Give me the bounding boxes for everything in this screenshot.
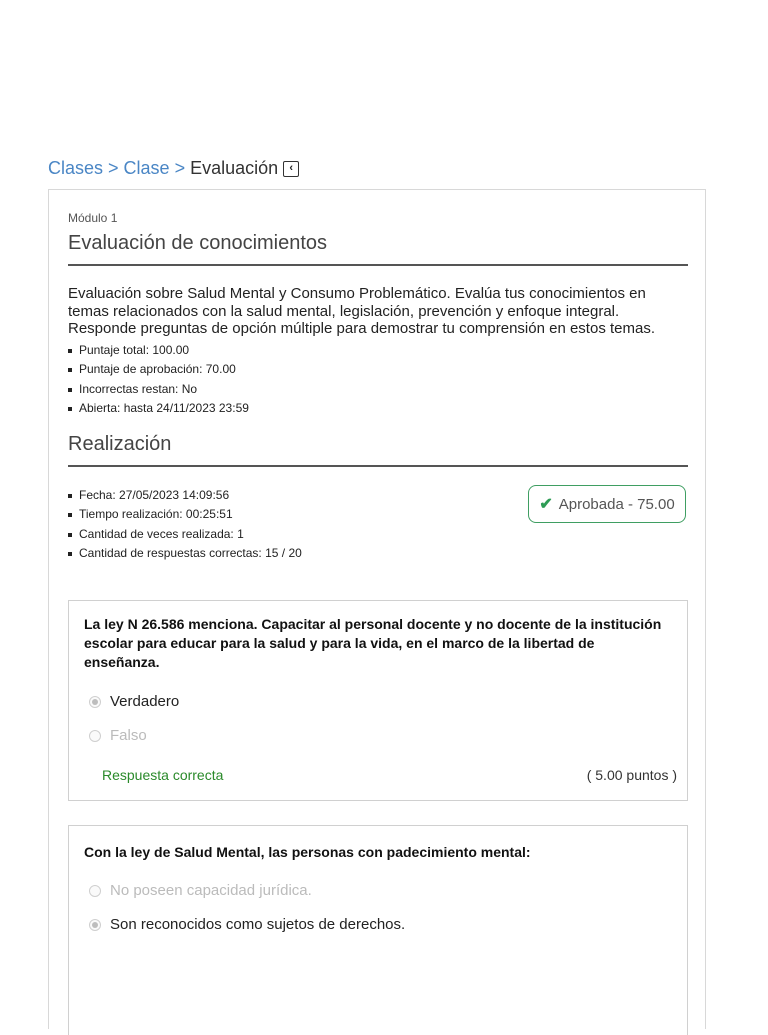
detail-open-until: Abierta: hasta 24/11/2023 23:59 — [68, 399, 688, 418]
option-label: Son reconocidos como sujetos de derechos. — [110, 916, 406, 933]
breadcrumb-link-clase[interactable]: Clase — [123, 158, 170, 178]
radio-button[interactable] — [89, 730, 101, 742]
breadcrumb — [48, 158, 299, 179]
breadcrumb-separator: > — [108, 158, 119, 178]
status-text: Aprobada - 75.00 — [558, 495, 675, 513]
radio-button[interactable] — [89, 696, 101, 708]
detail-attempts: Cantidad de veces realizada: 1 — [68, 525, 468, 544]
divider — [68, 465, 688, 467]
evaluation-card — [48, 189, 706, 1029]
module-label: Módulo 1 — [68, 211, 118, 225]
evaluation-title: Evaluación de conocimientos — [68, 232, 328, 254]
description-line: Evaluación sobre Salud Mental y Consumo Problemático. Evalúa tus conocimientos en — [68, 285, 646, 302]
option-label: No poseen capacidad jurídica. — [110, 882, 312, 899]
description-line: temas relacionados con la salud mental, legislación, prevención y enfoque integral. — [68, 302, 620, 320]
detail-duration: Tiempo realización: 00:25:51 — [68, 505, 468, 524]
breadcrumb-link-clases[interactable]: Clases — [48, 158, 104, 178]
evaluation-details-list — [68, 341, 688, 418]
question-card — [68, 600, 688, 801]
question-text — [84, 843, 679, 862]
evaluation-description — [68, 285, 688, 338]
radio-button[interactable] — [89, 919, 101, 931]
question-points: ( 5.00 puntos ) — [586, 767, 677, 783]
breadcrumb-current: Evaluación — [190, 158, 279, 178]
detail-date: Fecha: 27/05/2023 14:09:56 — [68, 486, 468, 505]
question-text-line: La ley N 26.586 menciona. Capacitar al personal docente y no docente de la institución — [84, 616, 662, 632]
check-icon: ✔ — [539, 496, 553, 513]
question-text — [84, 615, 679, 672]
description-line: Responde preguntas de opción múltiple para demostrar tu comprensión en estos temas. — [68, 320, 655, 337]
realization-title: Realización — [68, 433, 172, 455]
option-no-capacidad[interactable] — [89, 882, 312, 899]
option-verdadero[interactable] — [89, 693, 179, 710]
radio-button[interactable] — [89, 885, 101, 897]
option-label: Falso — [110, 727, 147, 744]
question-text-line: Con la ley de Salud Mental, las personas con padecimiento mental: — [84, 844, 531, 860]
option-falso[interactable] — [89, 727, 147, 744]
back-icon[interactable]: ‹ — [283, 161, 299, 177]
detail-total-score: Puntaje total: 100.00 — [68, 341, 688, 360]
breadcrumb-separator: > — [174, 158, 186, 178]
answer-result: Respuesta correcta — [102, 767, 224, 783]
detail-wrong-subtract: Incorrectas restan: No — [68, 380, 688, 399]
detail-correct-answers: Cantidad de respuestas correctas: 15 / 20 — [68, 544, 468, 563]
divider — [68, 264, 688, 266]
detail-passing-score: Puntaje de aprobación: 70.00 — [68, 360, 688, 379]
question-text-line: enseñanza. — [84, 654, 160, 670]
option-sujetos-derechos[interactable] — [89, 916, 405, 933]
realization-details-list — [68, 486, 468, 563]
question-card — [68, 825, 688, 1035]
option-label: Verdadero — [110, 693, 180, 710]
status-badge — [528, 485, 686, 523]
question-text-line: escolar para educar para la salud y para la vida, en el marco de la libertad de — [84, 635, 595, 651]
